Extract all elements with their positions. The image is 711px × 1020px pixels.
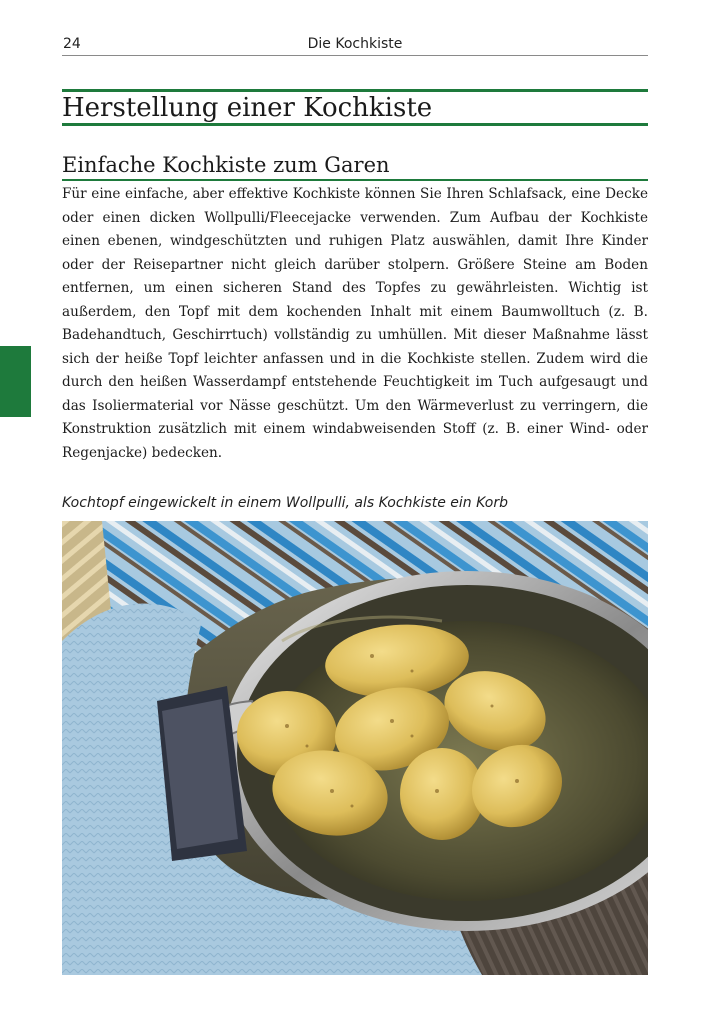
page-header bbox=[62, 36, 648, 54]
chapter-title: Herstellung einer Kochkiste bbox=[62, 93, 433, 123]
page-number: 24 bbox=[63, 36, 81, 52]
chapter-rule-bottom bbox=[62, 123, 648, 126]
section-rule bbox=[62, 179, 648, 181]
figure-caption: Kochtopf eingewickelt in einem Wollpulli, als Kochkiste ein Korb bbox=[62, 495, 508, 511]
header-divider bbox=[62, 55, 648, 56]
section-title: Einfache Kochkiste zum Garen bbox=[62, 153, 390, 177]
pot-wrapped-in-pullover-photo bbox=[62, 521, 648, 975]
body-paragraph: Für eine einfache, aber effektive Kochkiste können Sie Ihren Schlafsack, eine Decke oder einen dicken Wollpulli/Fleecejacke verwenden. Zum Aufbau der Kochkiste einen ebenen, windgeschützten und ruhigen Platz auswählen, damit Ihre Kinder oder der Reisepartner nicht gleich darüber stolpern. Größere Steine am Boden entfernen, um einen sicheren Stand des Topfes zu gewährleisten. Wichtig ist außerdem, den Topf mit dem kochenden Inhalt mit einem Baumwolltuch (z. B. Badehandtuch, Geschirrtuch) vollständig zu umhüllen. Mit dieser Maßnahme lässt sich der heiße Topf leichter anfassen und in die Kochkiste stellen. Zudem wird die durch den heißen Wasserdampf entstehende Feuchtigkeit im Tuch aufgesaugt und das Isoliermaterial vor Nässe geschützt. Um den Wärmeverlust zu verringern, die Konstruktion zusätzlich mit einem windabweisenden Stoff (z. B. einer Wind- oder Regenjacke) bedecken. bbox=[62, 186, 648, 462]
running-title: Die Kochkiste bbox=[307, 36, 403, 52]
chapter-side-tab bbox=[0, 346, 31, 417]
